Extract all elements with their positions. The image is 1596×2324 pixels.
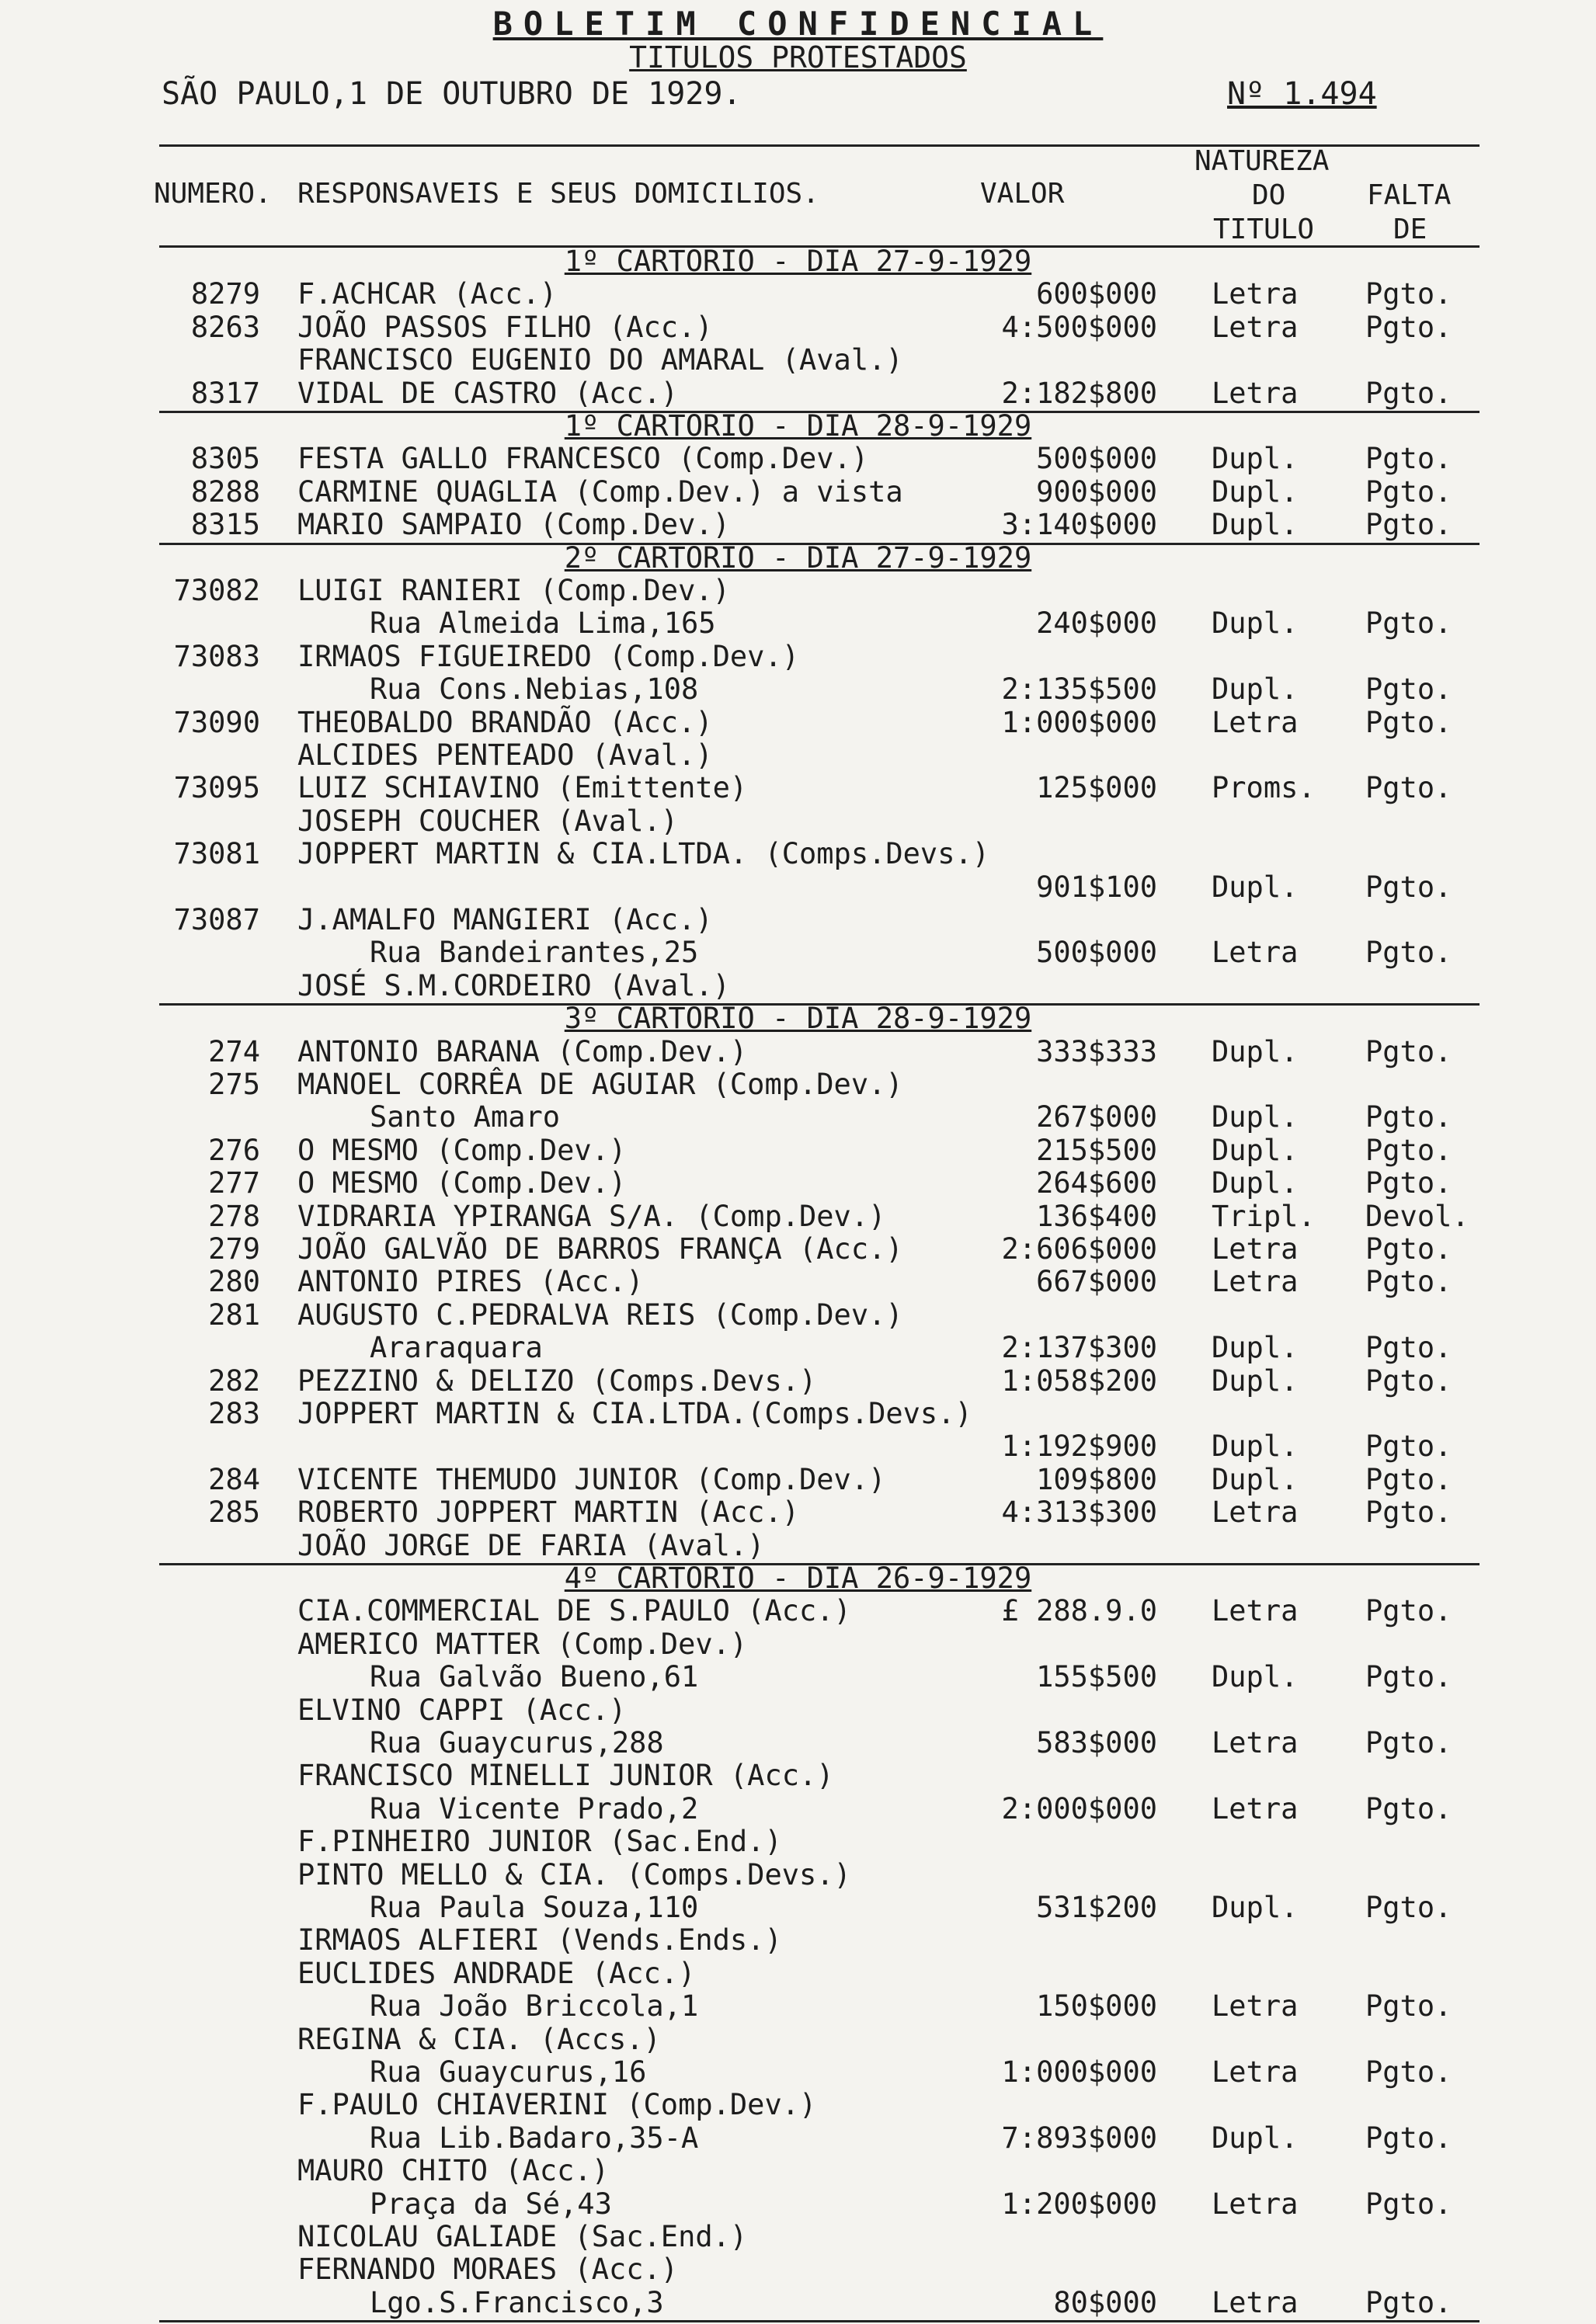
row-reason: Pgto. — [1365, 2187, 1452, 2221]
row-value: 1:192$900 — [1001, 1429, 1157, 1464]
row-value: 1:200$000 — [1001, 2187, 1157, 2221]
row-name: AUGUSTO C.PEDRALVA REIS (Comp.Dev.) — [297, 1297, 903, 1332]
city-date: SÃO PAULO,1 DE OUTUBRO DE 1929. — [162, 76, 742, 112]
protest-row — [0, 344, 1596, 377]
row-name: F.ACHCAR (Acc.) — [297, 277, 558, 311]
row-name: JOÃO PASSOS FILHO (Acc.) — [297, 310, 713, 344]
col-responsaveis: RESPONSAVEIS E SEUS DOMICILIOS. — [297, 178, 819, 210]
protest-row — [0, 2221, 1596, 2253]
row-name: PINTO MELLO & CIA. (Comps.Devs.) — [297, 1857, 851, 1892]
row-value: 2:137$300 — [1001, 1331, 1157, 1365]
row-nature: Dupl. — [1212, 1363, 1299, 1398]
row-address: Praça da Sé,43 — [370, 2187, 612, 2221]
row-name: FRANCISCO EUGENIO DO AMARAL (Aval.) — [297, 343, 903, 377]
document-title: BOLETIM CONFIDENCIAL — [492, 5, 1104, 43]
row-name: F.PAULO CHIAVERINI (Comp.Dev.) — [297, 2088, 817, 2122]
protest-row — [0, 2188, 1596, 2221]
protest-row — [0, 2056, 1596, 2089]
row-reason: Pgto. — [1365, 672, 1452, 707]
row-nature: Letra — [1212, 1232, 1299, 1266]
row-nature: Dupl. — [1212, 1331, 1299, 1365]
protest-row — [0, 838, 1596, 870]
row-name: THEOBALDO BRANDÃO (Acc.) — [297, 705, 713, 739]
row-name: ROBERTO JOPPERT MARTIN (Acc.) — [297, 1495, 800, 1530]
row-address: Rua João Briccola,1 — [370, 1989, 699, 2024]
protest-row — [0, 1760, 1596, 1792]
row-name: CIA.COMMERCIAL DE S.PAULO (Acc.) — [297, 1594, 851, 1628]
row-nature: Proms. — [1212, 771, 1316, 805]
row-reason: Pgto. — [1365, 1232, 1452, 1266]
row-reason: Pgto. — [1365, 376, 1452, 410]
protest-row — [0, 2024, 1596, 2056]
row-reason: Pgto. — [1365, 771, 1452, 805]
row-address: Rua Bandeirantes,25 — [370, 936, 699, 970]
protest-row — [0, 1958, 1596, 1990]
row-reason: Pgto. — [1365, 606, 1452, 641]
row-reason: Pgto. — [1365, 310, 1452, 344]
row-reason: Pgto. — [1365, 1989, 1452, 2024]
row-name: LUIZ SCHIAVINO (Emittente) — [297, 771, 748, 805]
protest-row — [0, 1430, 1596, 1463]
row-nature: Dupl. — [1212, 474, 1299, 509]
protest-row — [0, 1266, 1596, 1298]
row-name: FERNANDO MORAES (Acc.) — [297, 2253, 679, 2287]
row-reason: Pgto. — [1365, 1660, 1452, 1694]
row-address: Lgo.S.Francisco,3 — [370, 2285, 664, 2319]
row-address: Rua Galvão Bueno,61 — [370, 1660, 699, 1694]
protest-row — [0, 1990, 1596, 2023]
row-value: 136$400 — [1036, 1199, 1157, 1233]
protest-row — [0, 805, 1596, 838]
row-value: 2:135$500 — [1001, 672, 1157, 707]
row-value: 267$000 — [1036, 1100, 1157, 1134]
row-nature: Dupl. — [1212, 2121, 1299, 2155]
row-reason: Pgto. — [1365, 474, 1452, 509]
protest-row — [0, 1628, 1596, 1661]
row-reason: Pgto. — [1365, 442, 1452, 476]
row-name: VICENTE THEMUDO JUNIOR (Comp.Dev.) — [297, 1462, 886, 1496]
protest-row — [0, 1727, 1596, 1760]
protest-row — [0, 772, 1596, 804]
protest-row — [0, 1233, 1596, 1266]
row-address: Rua Cons.Nebias,108 — [370, 672, 699, 707]
protest-row — [0, 1167, 1596, 1200]
row-number: 73081 — [173, 837, 260, 871]
row-nature: Letra — [1212, 705, 1299, 739]
row-reason: Pgto. — [1365, 1331, 1452, 1365]
row-value: 2:182$800 — [1001, 376, 1157, 410]
row-number: 73087 — [173, 903, 260, 936]
row-nature: Dupl. — [1212, 1429, 1299, 1464]
protest-row — [0, 936, 1596, 969]
row-value: 2:000$000 — [1001, 1791, 1157, 1826]
row-name: NICOLAU GALIADE (Sac.End.) — [297, 2220, 748, 2253]
row-nature: Dupl. — [1212, 1100, 1299, 1134]
row-reason: Pgto. — [1365, 1726, 1452, 1760]
row-reason: Pgto. — [1365, 1429, 1452, 1464]
row-value: 215$500 — [1036, 1133, 1157, 1167]
row-reason: Pgto. — [1365, 1891, 1452, 1924]
row-name: MAURO CHITO (Acc.) — [297, 2154, 609, 2188]
protest-row — [0, 1068, 1596, 1101]
row-number: 274 — [208, 1034, 260, 1068]
row-reason: Pgto. — [1365, 1133, 1452, 1167]
row-reason: Pgto. — [1365, 1594, 1452, 1628]
protest-row — [0, 1464, 1596, 1496]
protest-row — [0, 1924, 1596, 1957]
row-value: 3:140$000 — [1001, 508, 1157, 542]
protest-row — [0, 1826, 1596, 1858]
col-natureza-1: NATUREZA — [1194, 145, 1330, 177]
row-nature: Letra — [1212, 376, 1299, 410]
row-nature: Dupl. — [1212, 1034, 1299, 1068]
row-reason: Pgto. — [1365, 936, 1452, 970]
row-value: 531$200 — [1036, 1891, 1157, 1924]
row-nature: Letra — [1212, 277, 1299, 311]
row-value: 1:000$000 — [1001, 705, 1157, 739]
protest-row — [0, 443, 1596, 475]
row-value: 600$000 — [1036, 277, 1157, 311]
row-name: VIDAL DE CASTRO (Acc.) — [297, 376, 679, 410]
row-number: 8317 — [190, 376, 260, 410]
row-number: 281 — [208, 1297, 260, 1332]
row-number: 73095 — [173, 771, 260, 805]
row-value: 125$000 — [1036, 771, 1157, 805]
row-name: ANTONIO BARANA (Comp.Dev.) — [297, 1034, 748, 1068]
row-nature: Dupl. — [1212, 606, 1299, 641]
row-reason: Pgto. — [1365, 2055, 1452, 2089]
row-value: 4:500$000 — [1001, 310, 1157, 344]
row-reason: Pgto. — [1365, 870, 1452, 904]
row-number: 8263 — [190, 310, 260, 344]
protest-row — [0, 278, 1596, 311]
protest-row — [0, 509, 1596, 541]
row-value: 1:000$000 — [1001, 2055, 1157, 2089]
row-name: FRANCISCO MINELLI JUNIOR (Acc.) — [297, 1759, 834, 1793]
row-nature: Letra — [1212, 1989, 1299, 2024]
protest-row — [0, 1661, 1596, 1693]
row-number: 277 — [208, 1166, 260, 1200]
row-nature: Letra — [1212, 1791, 1299, 1826]
row-value: 500$000 — [1036, 936, 1157, 970]
protest-row — [0, 871, 1596, 904]
row-value: 900$000 — [1036, 474, 1157, 509]
row-nature: Letra — [1212, 2055, 1299, 2089]
row-number: 280 — [208, 1265, 260, 1299]
protest-row — [0, 476, 1596, 509]
row-value: 80$000 — [1053, 2285, 1157, 2319]
row-nature: Dupl. — [1212, 1462, 1299, 1496]
protest-row — [0, 1101, 1596, 1134]
row-nature: Dupl. — [1212, 870, 1299, 904]
row-value: 901$100 — [1036, 870, 1157, 904]
row-reason: Pgto. — [1365, 2121, 1452, 2155]
protest-row — [0, 1595, 1596, 1627]
row-number: 8288 — [190, 474, 260, 509]
row-value: 667$000 — [1036, 1265, 1157, 1299]
section-heading: 2º CARTORIO - DIA 27-9-1929 — [564, 540, 1032, 575]
row-value: £ 288.9.0 — [1001, 1594, 1157, 1628]
row-value: 7:893$000 — [1001, 2121, 1157, 2155]
protest-row — [0, 673, 1596, 706]
col-falta-1: FALTA — [1367, 179, 1452, 211]
row-nature: Dupl. — [1212, 672, 1299, 707]
row-address: Rua Guaycurus,288 — [370, 1726, 664, 1760]
row-value: 333$333 — [1036, 1034, 1157, 1068]
protest-row — [0, 1299, 1596, 1332]
row-name: MARIO SAMPAIO (Comp.Dev.) — [297, 508, 730, 542]
row-value: 155$500 — [1036, 1660, 1157, 1694]
protest-row — [0, 2122, 1596, 2155]
section-heading: 4º CARTORIO - DIA 26-9-1929 — [564, 1561, 1032, 1595]
row-reason: Pgto. — [1365, 277, 1452, 311]
section-heading: 1º CARTORIO - DIA 28-9-1929 — [564, 409, 1032, 443]
row-address: Rua Vicente Prado,2 — [370, 1791, 699, 1826]
row-nature: Letra — [1212, 2285, 1299, 2319]
row-name: J.AMALFO MANGIERI (Acc.) — [297, 903, 713, 936]
protest-row — [0, 2287, 1596, 2319]
row-reason: Pgto. — [1365, 1100, 1452, 1134]
row-number: 73082 — [173, 574, 260, 607]
row-nature: Dupl. — [1212, 1660, 1299, 1694]
row-name: JOPPERT MARTIN & CIA.LTDA. (Comps.Devs.) — [297, 837, 990, 871]
row-reason: Pgto. — [1365, 1462, 1452, 1496]
row-number: 279 — [208, 1232, 260, 1266]
row-number: 278 — [208, 1199, 260, 1233]
row-nature: Dupl. — [1212, 442, 1299, 476]
row-reason: Pgto. — [1365, 1166, 1452, 1200]
row-name: VIDRARIA YPIRANGA S/A. (Comp.Dev.) — [297, 1199, 886, 1233]
row-nature: Letra — [1212, 1495, 1299, 1530]
row-nature: Letra — [1212, 310, 1299, 344]
protest-row — [0, 1892, 1596, 1924]
row-name: ALCIDES PENTEADO (Aval.) — [297, 738, 713, 772]
row-number: 8305 — [190, 442, 260, 476]
row-address: Rua Almeida Lima,165 — [370, 606, 716, 641]
section-heading: 3º CARTORIO - DIA 28-9-1929 — [564, 1002, 1032, 1036]
protest-row — [0, 1398, 1596, 1430]
row-value: 583$000 — [1036, 1726, 1157, 1760]
row-name: F.PINHEIRO JUNIOR (Sac.End.) — [297, 1825, 782, 1859]
row-number: 275 — [208, 1068, 260, 1101]
row-value: 4:313$300 — [1001, 1495, 1157, 1530]
row-name: JOÃO GALVÃO DE BARROS FRANÇA (Acc.) — [297, 1232, 903, 1266]
row-name: IRMAOS ALFIERI (Vends.Ends.) — [297, 1923, 782, 1958]
row-number: 73090 — [173, 705, 260, 739]
row-nature: Dupl. — [1212, 1891, 1299, 1924]
row-name: JOÃO JORGE DE FARIA (Aval.) — [297, 1528, 765, 1562]
row-name: MANOEL CORRÊA DE AGUIAR (Comp.Dev.) — [297, 1068, 903, 1101]
protest-row — [0, 1365, 1596, 1398]
row-number: 276 — [208, 1133, 260, 1167]
col-valor: VALOR — [980, 178, 1065, 210]
row-reason: Pgto. — [1365, 705, 1452, 739]
row-value: 240$000 — [1036, 606, 1157, 641]
row-name: PEZZINO & DELIZO (Comps.Devs.) — [297, 1363, 817, 1398]
bulletin-number: Nº 1.494 — [1227, 76, 1377, 112]
protest-row — [0, 311, 1596, 344]
row-name: JOSÉ S.M.CORDEIRO (Aval.) — [297, 968, 730, 1002]
section-rule — [159, 2320, 1480, 2322]
row-number: 73083 — [173, 639, 260, 673]
row-number: 285 — [208, 1495, 260, 1530]
protest-row — [0, 2253, 1596, 2286]
row-name: EUCLIDES ANDRADE (Acc.) — [297, 1956, 696, 1990]
document-subtitle: TITULOS PROTESTADOS — [629, 40, 967, 75]
protest-row — [0, 1332, 1596, 1364]
row-nature: Dupl. — [1212, 1166, 1299, 1200]
protest-row — [0, 2155, 1596, 2187]
protest-row — [0, 575, 1596, 607]
row-value: 150$000 — [1036, 1989, 1157, 2024]
row-value: 500$000 — [1036, 442, 1157, 476]
row-reason: Pgto. — [1365, 2285, 1452, 2319]
protest-row — [0, 1694, 1596, 1727]
row-name: ELVINO CAPPI (Acc.) — [297, 1693, 627, 1727]
row-nature: Letra — [1212, 1265, 1299, 1299]
protest-row — [0, 377, 1596, 410]
row-nature: Letra — [1212, 1594, 1299, 1628]
row-number: 8279 — [190, 277, 260, 311]
col-natureza-3: TITULO — [1213, 214, 1315, 245]
row-reason: Pgto. — [1365, 1265, 1452, 1299]
protest-row — [0, 970, 1596, 1002]
row-reason: Pgto. — [1365, 1034, 1452, 1068]
row-name: IRMAOS FIGUEIREDO (Comp.Dev.) — [297, 639, 800, 673]
protest-row — [0, 1859, 1596, 1892]
row-name: JOPPERT MARTIN & CIA.LTDA.(Comps.Devs.) — [297, 1397, 972, 1430]
protest-row — [0, 607, 1596, 640]
protest-row — [0, 1793, 1596, 1826]
row-nature: Dupl. — [1212, 1133, 1299, 1167]
row-nature: Tripl. — [1212, 1199, 1316, 1233]
protest-row — [0, 739, 1596, 772]
row-name: O MESMO (Comp.Dev.) — [297, 1133, 627, 1167]
row-nature: Letra — [1212, 2187, 1299, 2221]
row-reason: Pgto. — [1365, 1495, 1452, 1530]
row-name: REGINA & CIA. (Accs.) — [297, 2022, 661, 2056]
row-reason: Pgto. — [1365, 1363, 1452, 1398]
protest-row — [0, 904, 1596, 936]
row-value: 1:058$200 — [1001, 1363, 1157, 1398]
row-number: 8315 — [190, 508, 260, 542]
row-name: AMERICO MATTER (Comp.Dev.) — [297, 1627, 748, 1661]
protest-row — [0, 1036, 1596, 1068]
row-address: Araraquara — [370, 1331, 543, 1365]
col-falta-2: DE — [1393, 214, 1427, 245]
row-number: 283 — [208, 1397, 260, 1430]
protest-row — [0, 641, 1596, 673]
row-nature: Letra — [1212, 1726, 1299, 1760]
row-number: 282 — [208, 1363, 260, 1398]
row-nature: Letra — [1212, 936, 1299, 970]
protest-row — [0, 1200, 1596, 1233]
row-number: 284 — [208, 1462, 260, 1496]
row-reason: Pgto. — [1365, 1791, 1452, 1826]
row-name: JOSEPH COUCHER (Aval.) — [297, 804, 679, 838]
row-reason: Devol. — [1365, 1199, 1469, 1233]
row-value: 264$600 — [1036, 1166, 1157, 1200]
row-address: Rua Lib.Badaro,35-A — [370, 2121, 699, 2155]
section-heading: 1º CARTORIO - DIA 27-9-1929 — [564, 245, 1032, 278]
row-address: Rua Guaycurus,16 — [370, 2055, 647, 2089]
col-natureza-2: DO — [1252, 179, 1286, 211]
col-numero: NUMERO. — [154, 178, 272, 210]
row-name: CARMINE QUAGLIA (Comp.Dev.) a vista — [297, 474, 903, 509]
row-value: 109$800 — [1036, 1462, 1157, 1496]
row-name: ANTONIO PIRES (Acc.) — [297, 1265, 644, 1299]
row-address: Santo Amaro — [370, 1100, 561, 1134]
row-address: Rua Paula Souza,110 — [370, 1891, 699, 1924]
protest-row — [0, 1496, 1596, 1529]
protest-row — [0, 1134, 1596, 1167]
protest-row — [0, 1530, 1596, 1562]
row-name: FESTA GALLO FRANCESCO (Comp.Dev.) — [297, 442, 869, 476]
row-reason: Pgto. — [1365, 508, 1452, 542]
row-name: LUIGI RANIERI (Comp.Dev.) — [297, 574, 730, 607]
row-name: O MESMO (Comp.Dev.) — [297, 1166, 627, 1200]
protest-row — [0, 2089, 1596, 2121]
protest-row — [0, 707, 1596, 739]
row-value: 2:606$000 — [1001, 1232, 1157, 1266]
row-nature: Dupl. — [1212, 508, 1299, 542]
